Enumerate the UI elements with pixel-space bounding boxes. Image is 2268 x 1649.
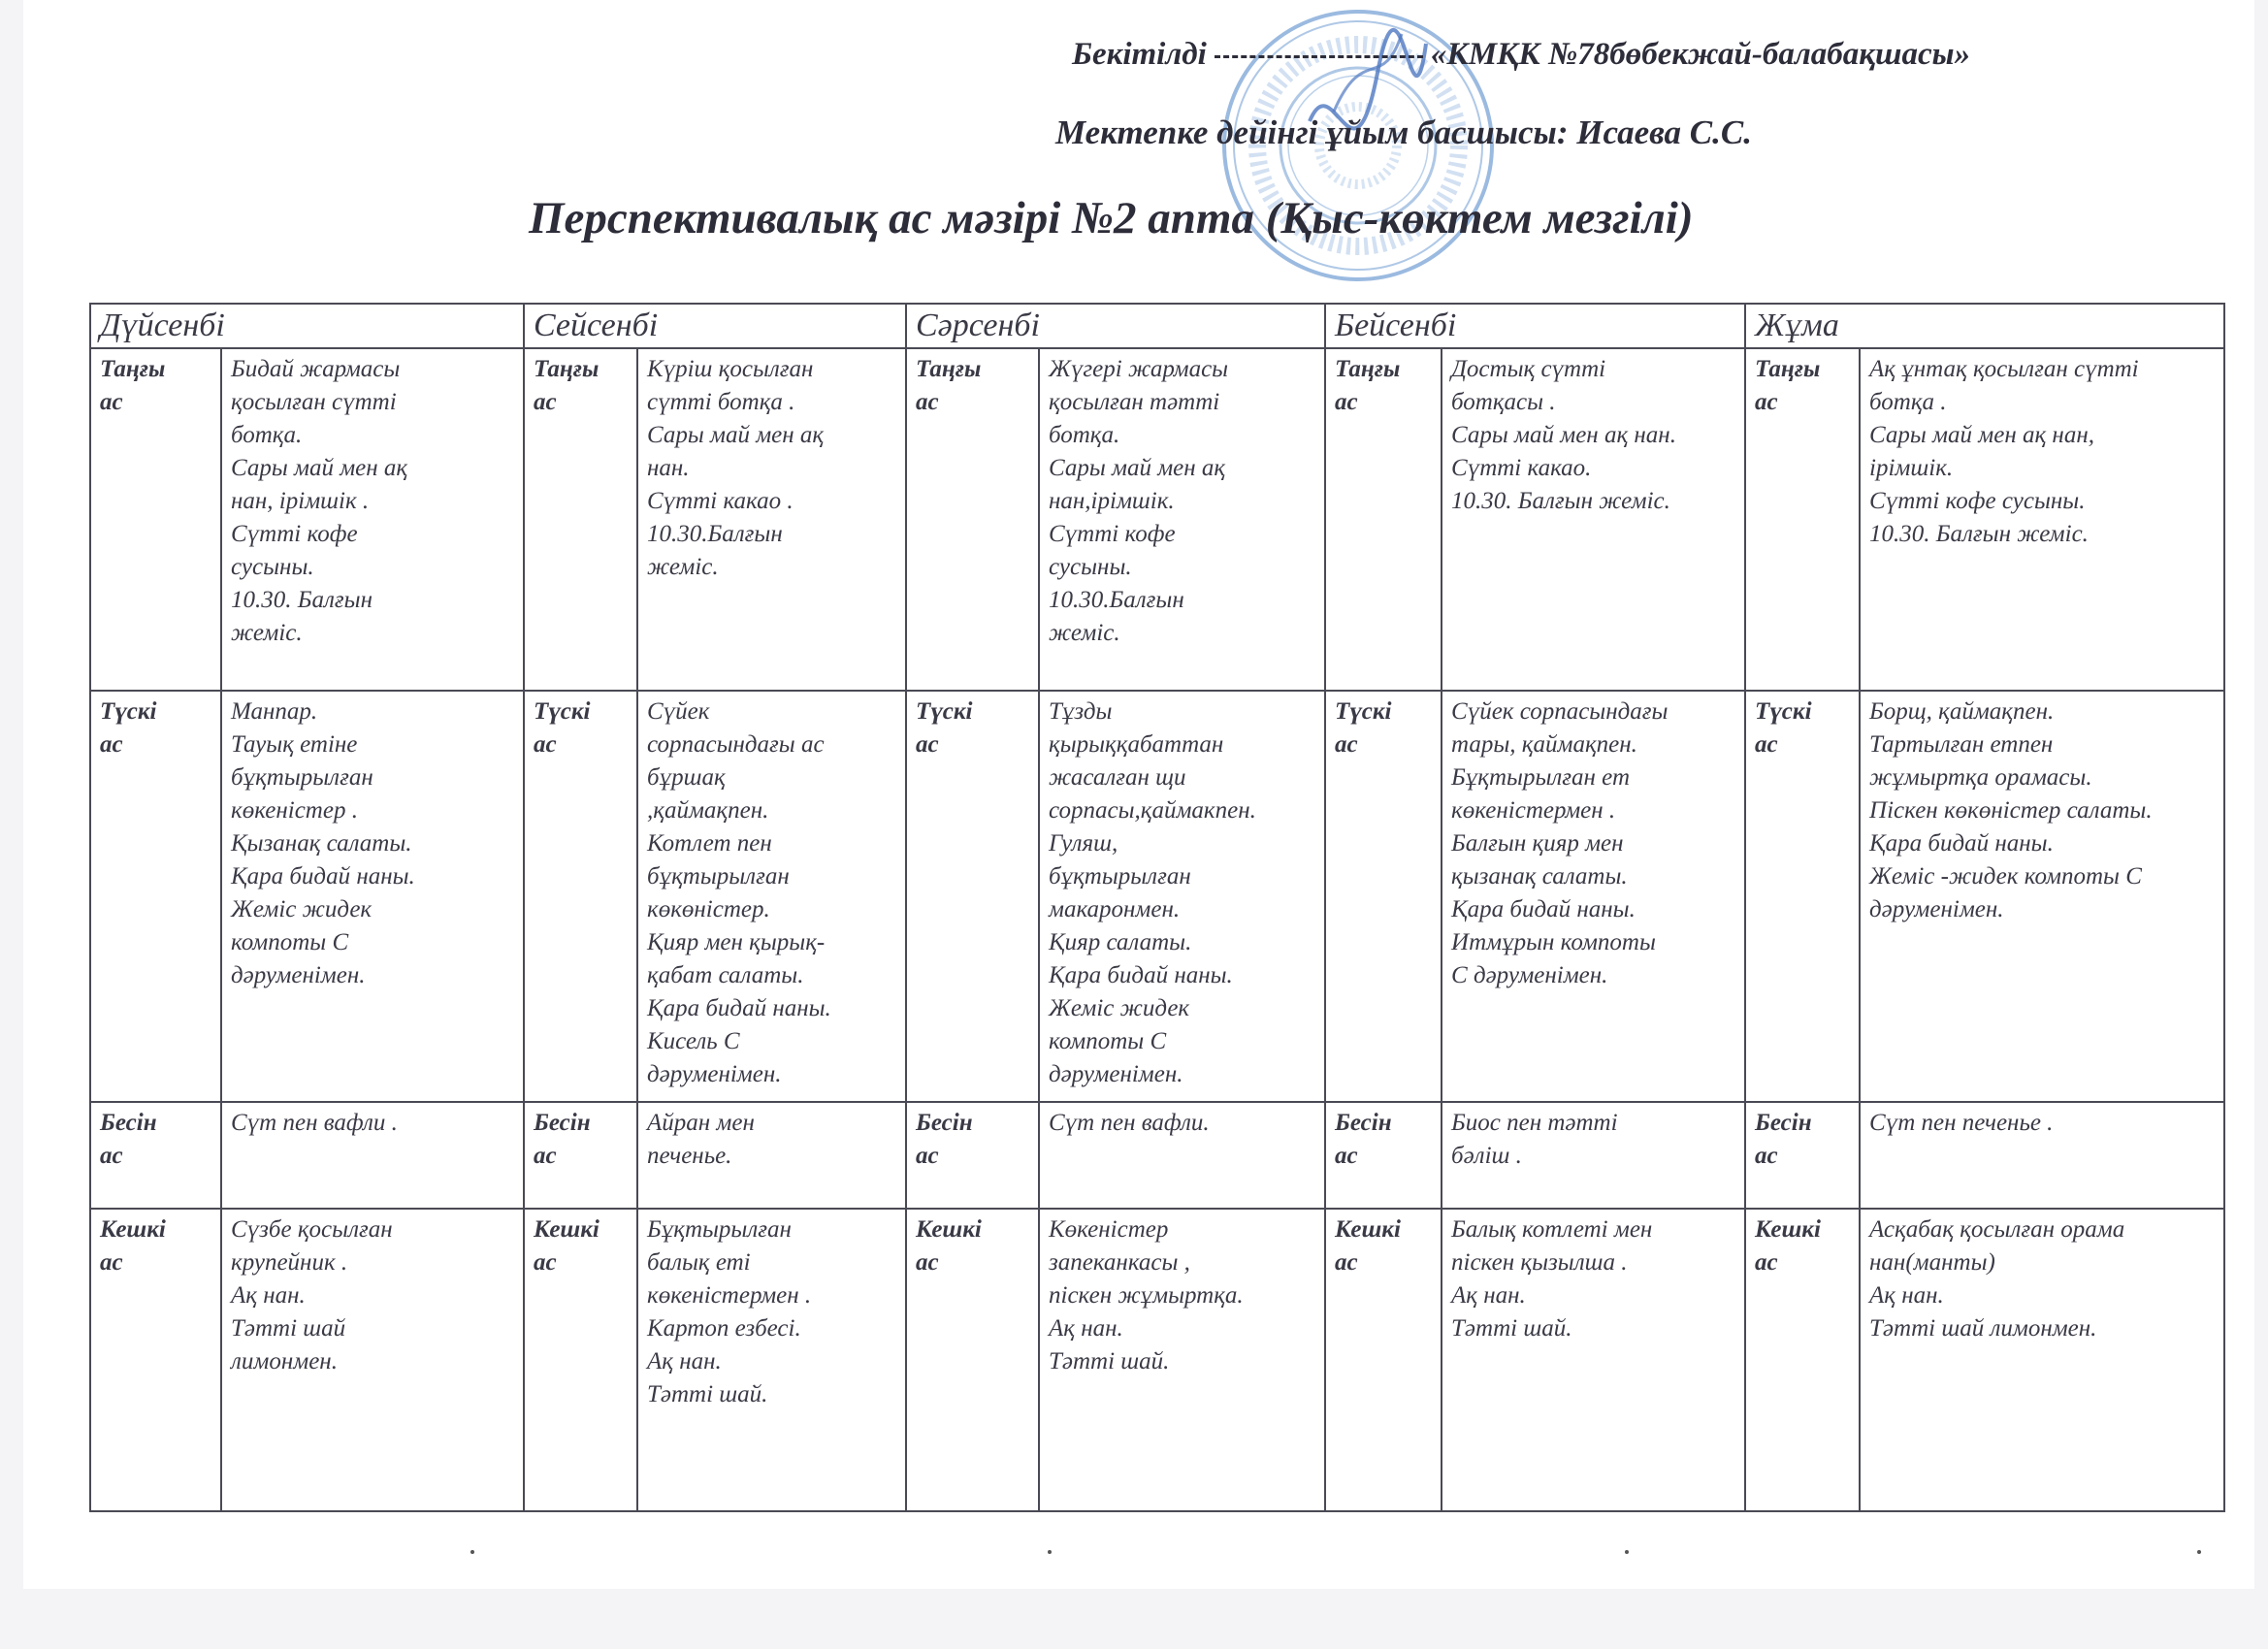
menu-cell: Достық сүтті ботқасы . Сары май мен ақ нан. Сүтті какао. 10.30. Балғын жеміс. [1442, 348, 1745, 691]
head-of-organization: Мектепке дейінгі ұйым басшысы: Исаева С.С. [1055, 113, 1752, 151]
day-header-tuesday: Сейсенбі [524, 304, 906, 348]
afternoon-snack-row [90, 1102, 2224, 1209]
menu-cell: Сүзбе қосылған крупейник . Ақ нан. Тәтті шай лимонмен. [221, 1209, 524, 1511]
menu-cell: Күріш қосылған сүтті ботқа . Сары май мен ақ нан. Сүтті какао . 10.30.Балғын жеміс. [637, 348, 906, 691]
menu-cell: Сүт пен вафли. [1039, 1102, 1325, 1209]
meal-label: Таңғы ас [524, 348, 637, 691]
meal-label: Бесін ас [524, 1102, 637, 1209]
breakfast-row [90, 348, 2224, 691]
dinner-row [90, 1209, 2224, 1511]
menu-cell: Бидай жармасы қосылған сүтті ботқа. Сары май мен ақ нан, ірімшік . Сүтті кофе сусыны. 10.30. Балғын жеміс. [221, 348, 524, 691]
meal-label: Кешкі ас [90, 1209, 221, 1511]
meal-label: Кешкі ас [1325, 1209, 1442, 1511]
meal-label: Кешкі ас [906, 1209, 1039, 1511]
menu-table [89, 303, 2225, 1512]
meal-label: Таңғы ас [1745, 348, 1860, 691]
scan-dot [2197, 1550, 2201, 1554]
menu-cell: Сүт пен печенье . [1860, 1102, 2224, 1209]
menu-cell: Асқабақ қосылған орама нан(манты) Ақ нан. Тәтті шай лимонмен. [1860, 1209, 2224, 1511]
meal-label: Таңғы ас [90, 348, 221, 691]
meal-label: Бесін ас [906, 1102, 1039, 1209]
menu-cell: Жүгері жармасы қосылған тәтті ботқа. Сары май мен ақ нан,ірімшік. Сүтті кофе сусыны. 10.30.Балғын жеміс. [1039, 348, 1325, 691]
meal-label: Таңғы ас [1325, 348, 1442, 691]
menu-cell: Ақ ұнтақ қосылған сүтті ботқа . Сары май мен ақ нан, ірімшік. Сүтті кофе сусыны. 10.30. Балғын жеміс. [1860, 348, 2224, 691]
organization-name: «КМҚК №78бөбекжай-балабақшасы» [1430, 37, 1971, 72]
lunch-row [90, 691, 2224, 1102]
meal-label: Түскі ас [906, 691, 1039, 1102]
menu-cell: Биос пен тәтті бәліш . [1442, 1102, 1745, 1209]
day-header-row [90, 304, 2224, 348]
scan-dot [1048, 1550, 1052, 1554]
meal-label: Бесін ас [1325, 1102, 1442, 1209]
day-header-friday: Жұма [1745, 304, 2224, 348]
menu-cell: Сүйек сорпасындағы тары, қаймақпен. Бұқтырылған ет көкеністермен . Балғын қияр мен қызанақ салаты. Қара бидай наны. Итмұрын компоты С дәруменімен. [1442, 691, 1745, 1102]
meal-label: Кешкі ас [524, 1209, 637, 1511]
meal-label: Кешкі ас [1745, 1209, 1860, 1511]
meal-label: Түскі ас [1325, 691, 1442, 1102]
approval-prefix: Бекітілді [1072, 37, 1207, 72]
menu-cell: Тұзды қырыққабаттан жасалған щи сорпасы,қаймакпен. Гуляш, бұқтырылған макаронмен. Қияр салаты. Қара бидай наны. Жеміс жидек компоты С дәруменімен. [1039, 691, 1325, 1102]
meal-label: Бесін ас [90, 1102, 221, 1209]
scan-dot [470, 1550, 474, 1554]
meal-label: Таңғы ас [906, 348, 1039, 691]
meal-label: Түскі ас [1745, 691, 1860, 1102]
approval-line [1072, 37, 1970, 73]
menu-cell: Сүйек сорпасындағы ас бұршақ ,қаймақпен. Котлет пен бұқтырылған көкөністер. Қияр мен қырық- қабат салаты. Қара бидай наны. Кисель С дәруменімен. [637, 691, 906, 1102]
page-title: Перспективалық ас мәзірі №2 апта (Қыс-көктем мезгілі) [529, 193, 1694, 243]
menu-cell: Манпар. Тауық етіне бұқтырылған көкеністер . Қызанақ салаты. Қара бидай наны. Жеміс жидек компоты С дәруменімен. [221, 691, 524, 1102]
menu-cell: Борщ, қаймақпен. Тартылған етпен жұмыртқа орамасы. Піскен көкөністер салаты. Қара бидай наны. Жеміс -жидек компоты С дәруменімен. [1860, 691, 2224, 1102]
meal-label: Түскі ас [90, 691, 221, 1102]
menu-cell: Балық котлеті мен піскен қызылша . Ақ нан. Тәтті шай. [1442, 1209, 1745, 1511]
meal-label: Бесін ас [1745, 1102, 1860, 1209]
meal-label: Түскі ас [524, 691, 637, 1102]
menu-cell: Бұқтырылған балық еті көкеністермен . Картоп езбесі. Ақ нан. Тәтті шай. [637, 1209, 906, 1511]
day-header-thursday: Бейсенбі [1325, 304, 1745, 348]
signature-line [1215, 55, 1423, 58]
scan-dot [1625, 1550, 1629, 1554]
day-header-monday: Дүйсенбі [90, 304, 524, 348]
menu-cell: Сүт пен вафли . [221, 1102, 524, 1209]
day-header-wednesday: Сәрсенбі [906, 304, 1325, 348]
menu-cell: Айран мен печенье. [637, 1102, 906, 1209]
menu-cell: Көкеністер запеканкасы , піскен жұмыртқа. Ақ нан. Тәтті шай. [1039, 1209, 1325, 1511]
